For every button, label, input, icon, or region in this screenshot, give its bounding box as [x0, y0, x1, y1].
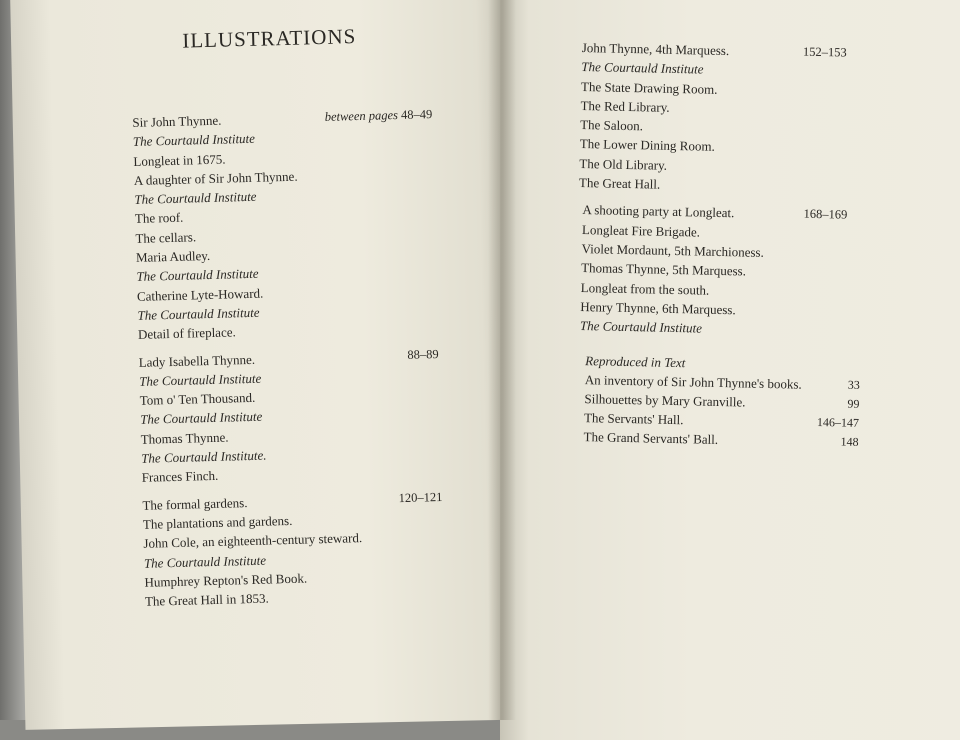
line-text: Longleat Fire Brigade.: [581, 221, 701, 240]
plate-group: [132, 105, 438, 344]
line-text: The Courtauld Institute: [143, 552, 267, 571]
line-text: Longleat from the south.: [580, 279, 710, 298]
line-text: The Great Hall in 1853.: [144, 590, 269, 609]
line-text: Lady Isabella Thynne.: [138, 351, 256, 370]
page-heading: ILLUSTRATIONS: [181, 24, 357, 53]
page-number: 99: [847, 397, 860, 412]
plate-group: [138, 345, 441, 488]
page-range: [803, 43, 847, 63]
line-text: The Great Hall.: [578, 175, 661, 192]
line-text: Sir John Thynne.: [132, 112, 222, 130]
line-text: The Courtauld Institute: [579, 318, 703, 336]
line-text: Maria Audley.: [135, 248, 211, 265]
left-illustration-list: [132, 105, 445, 611]
in-text-subheading: Reproduced in Text: [585, 353, 686, 371]
plate-group: [579, 38, 882, 199]
line-text: The roof.: [134, 210, 184, 227]
line-text: The Courtauld Institute: [581, 59, 704, 77]
line-text: The cellars.: [135, 229, 197, 246]
book-gutter: [488, 0, 516, 720]
pages-number: 168–169: [803, 207, 848, 222]
caption-line: [579, 173, 844, 198]
plate-group: [142, 488, 445, 612]
line-text: Frances Finch.: [141, 468, 219, 486]
line-text: The Courtauld Institute: [132, 131, 256, 150]
pages-number: 88–89: [407, 346, 439, 362]
line-text: The Courtauld Institute: [134, 188, 257, 208]
left-page-text: [130, 22, 445, 619]
line-text: The Saloon.: [580, 117, 644, 134]
page-number: 148: [840, 434, 859, 450]
line-text: Detail of fireplace.: [137, 324, 236, 343]
pages-number: 120–121: [398, 489, 443, 505]
page-number: 33: [847, 378, 860, 393]
line-text: The Courtauld Institute.: [141, 447, 267, 466]
in-text-list: [573, 370, 875, 452]
page-range: [407, 345, 439, 365]
line-text: The plantations and gardens.: [142, 512, 293, 532]
line-text: Violet Mordaunt, 5th Marchioness.: [581, 241, 764, 260]
line-text: The State Drawing Room.: [580, 78, 718, 97]
plate-group: [576, 200, 879, 341]
pages-number: 48–49: [400, 107, 433, 122]
line-text: A daughter of Sir John Thynne.: [133, 168, 298, 188]
line-text: Henry Thynne, 6th Marquess.: [580, 298, 736, 318]
pages-number: 152–153: [802, 44, 847, 60]
line-text: Humphrey Repton's Red Book.: [144, 570, 308, 590]
right-page-text: [573, 38, 881, 453]
line-text: Thomas Thynne, 5th Marquess.: [581, 260, 747, 279]
line-text: John Cole, an eighteenth-century steward.: [143, 530, 363, 552]
line-text: Tom o' Ten Thousand.: [139, 390, 256, 409]
line-text: The Old Library.: [579, 155, 668, 173]
line-text: The Servants' Hall.: [583, 410, 684, 428]
line-text: A shooting party at Longleat.: [582, 202, 735, 221]
line-text: The Courtauld Institute: [139, 370, 262, 389]
line-text: An inventory of Sir John Thynne's books.: [584, 372, 802, 393]
line-text: The Red Library.: [580, 97, 670, 115]
page-range: [803, 205, 847, 225]
page-number: 146–147: [816, 415, 860, 431]
line-text: The Courtauld Institute: [140, 409, 263, 428]
line-text: Longleat in 1675.: [133, 151, 226, 169]
line-text: Thomas Thynne.: [140, 429, 229, 447]
line-text: The Courtauld Institute: [136, 266, 259, 285]
line-text: John Thynne, 4th Marquess.: [581, 39, 730, 59]
line-text: The Lower Dining Room.: [579, 136, 715, 155]
line-text: Catherine Lyte-Howard.: [136, 285, 264, 304]
right-illustration-list: [576, 38, 882, 342]
page-range: [398, 488, 442, 508]
line-text: Silhouettes by Mary Granville.: [584, 391, 746, 410]
line-text: The formal gardens.: [142, 494, 248, 513]
line-text: The Grand Servants' Ball.: [583, 429, 719, 448]
pages-label: between pages: [324, 108, 399, 124]
line-text: The Courtauld Institute: [137, 304, 260, 323]
